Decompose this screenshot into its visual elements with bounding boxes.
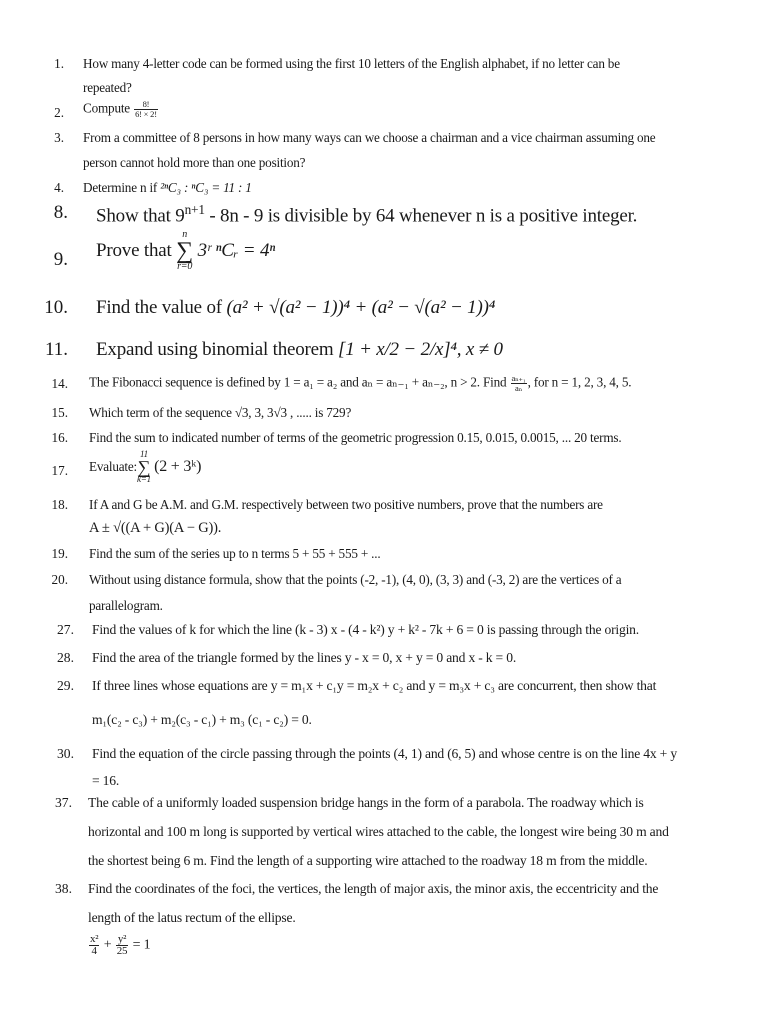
question-number: 27. (57, 622, 74, 637)
sum-lower-limit: k=1 (137, 474, 151, 484)
question-text: How many 4-letter code can be formed using the first 10 letters of the English alphabet, if no letter can be (83, 56, 620, 71)
fraction-numerator: aₙ₊₁ (511, 373, 526, 383)
question-number: 8. (53, 202, 68, 223)
question-text: If A and G be A.M. and G.M. respectively between two positive numbers, prove that the numbers are (89, 497, 603, 512)
plus-sign: + (103, 937, 112, 953)
question-number: 16. (51, 430, 68, 445)
question-text: Find the equation of the circle passing through the points (4, 1) and (6, 5) and whose centre is on the line 4x + y (92, 746, 677, 761)
fraction-denominator: aₙ (515, 383, 523, 393)
fraction-numerator: 8! (134, 100, 158, 110)
question-number: 18. (51, 497, 68, 512)
question-text: the shortest being 6 m. Find the length of a supporting wire attached to the roadway 18 m from the middle. (88, 853, 648, 868)
question-label: Compute (83, 100, 130, 116)
question-text: person cannot hold more than one position? (83, 155, 306, 170)
question-text: Without using distance formula, show that the points (-2, -1), (4, 0), (3, 3) and (-3, 2) are the vertices of a (89, 572, 622, 587)
question-number: 11. (44, 339, 68, 360)
sum-lower-limit: r=0 (177, 261, 193, 272)
question-number: 30. (57, 746, 74, 761)
summation (137, 450, 151, 484)
question-text (89, 374, 631, 393)
question-number: 20. (51, 572, 68, 587)
question-text: length of the latus rectum of the ellipse. (88, 910, 296, 925)
fraction (134, 100, 158, 119)
question-text (83, 100, 159, 119)
question-text (96, 230, 275, 272)
question-text (89, 405, 351, 421)
math-expression: [1 + x/2 − 2/x]⁴, x ≠ 0 (338, 339, 503, 360)
text-part: Expand using binomial theorem (96, 339, 334, 360)
question-label: Determine n if (83, 180, 158, 195)
text-part: - 8n - 9 is divisible by 64 whenever n is a positive integer. (204, 205, 638, 227)
question-text: Find the coordinates of the foci, the vertices, the length of major axis, the minor axis, the eccentricity and the (88, 881, 659, 896)
question-number: 3. (54, 130, 64, 145)
question-text: repeated? (83, 80, 132, 95)
question-text: parallelogram. (89, 598, 163, 613)
question-number: 9. (53, 249, 68, 270)
question-text: Find the values of k for which the line (k - 3) x - (4 - k²) y + k² - 7k + 6 = 0 is passing through the origin. (92, 622, 639, 637)
math-expression: (2 + 3ᵏ) (154, 458, 202, 475)
sum-upper-limit: 11 (140, 449, 148, 459)
math-expression: √3, 3, 3√3 (234, 405, 287, 420)
fraction-denominator: 4 (91, 945, 97, 957)
text-part: , ..... is 729? (290, 405, 352, 420)
math-expression: 3ʳ ⁿCᵣ = 4ⁿ (197, 240, 276, 261)
question-number: 37. (55, 795, 72, 810)
text-part: Find the value of (96, 297, 222, 318)
summation (176, 230, 193, 272)
question-number: 14. (51, 376, 68, 391)
sigma-symbol: ∑ (137, 457, 151, 477)
question-text (96, 339, 503, 361)
question-text: From a committee of 8 persons in how many ways can we choose a chairman and a vice chairman assuming one (83, 130, 656, 145)
question-number: 38. (55, 881, 72, 896)
math-expression: (a² + √(a² − 1))⁴ + (a² − √(a² − 1))⁴ (226, 297, 496, 318)
question-text: m₁(c₂ - c₃) + m₂(c₃ - c₁) + m₃ (c₁ - c₂) = 0. (92, 712, 312, 727)
text-part: Show that 9 (96, 205, 185, 227)
question-number: 4. (54, 180, 64, 195)
fraction (89, 934, 99, 957)
question-text (96, 202, 637, 227)
question-text: Find the area of the triangle formed by the lines y - x = 0, x + y = 0 and x - k = 0. (92, 650, 517, 665)
question-text (89, 450, 201, 484)
question-text: Find the sum of the series up to n terms 5 + 55 + 555 + ... (89, 546, 381, 561)
question-text: horizontal and 100 m long is supported by vertical wires attached to the cable, the longest wire being 30 m and (88, 824, 669, 839)
text-part: Evaluate: (89, 459, 137, 474)
equation-rhs: = 1 (132, 937, 151, 953)
ellipse-equation (88, 934, 150, 957)
sum-upper-limit: n (182, 229, 187, 240)
question-text: A ± √((A + G)(A − G)). (89, 520, 222, 536)
question-number: 28. (57, 650, 74, 665)
question-text (83, 180, 252, 196)
question-number: 17. (51, 463, 68, 478)
sigma-symbol: ∑ (176, 238, 194, 264)
fraction (511, 374, 527, 393)
fraction-numerator: x² (90, 933, 99, 945)
math-expression: ²ⁿC₃ : ⁿC₃ = 11 : 1 (160, 180, 252, 195)
question-number: 1. (54, 56, 64, 71)
question-number: 10. (44, 297, 68, 318)
question-text (96, 297, 495, 319)
question-text: The cable of a uniformly loaded suspension bridge hangs in the form of a parabola. The roadway which is (88, 795, 644, 810)
question-number: 2. (54, 105, 64, 120)
fraction-numerator: y² (116, 934, 129, 946)
fraction-denominator: 6! × 2! (135, 109, 157, 119)
exponent: n+1 (184, 202, 205, 217)
text-part: Which term of the sequence (89, 405, 232, 420)
question-text: = 16. (92, 773, 120, 788)
fraction (116, 934, 129, 957)
text-part: Prove that (96, 240, 172, 261)
question-text: If three lines whose equations are y = m₁x + c₁y = m₂x + c₂ and y = m₃x + c₃ are concurrent, then show that (92, 678, 657, 693)
text-part: The Fibonacci sequence is defined by 1 = a₁ = a₂ and aₙ = aₙ₋₁ + aₙ₋₂, n > 2. Find (89, 374, 507, 390)
question-number: 29. (57, 678, 74, 693)
question-number: 15. (51, 405, 68, 420)
fraction-denominator: 25 (116, 945, 128, 957)
text-part: , for n = 1, 2, 3, 4, 5. (527, 374, 632, 390)
question-text: Find the sum to indicated number of terms of the geometric progression 0.15, 0.015, 0.0015, ... 20 terms. (89, 430, 622, 445)
question-number: 19. (51, 546, 68, 561)
